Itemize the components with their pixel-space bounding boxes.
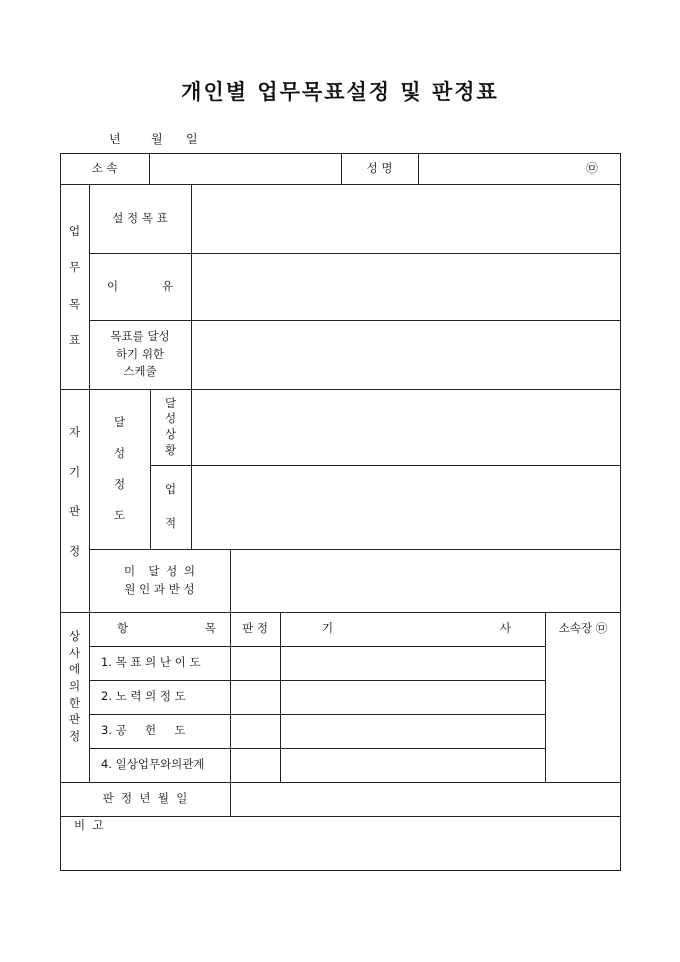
- judge-date-field[interactable]: [231, 783, 620, 816]
- section-char: 의: [68, 679, 81, 694]
- criterion-contribution: 3. 공 헌 도: [101, 723, 186, 738]
- performance-field[interactable]: [192, 466, 620, 549]
- section-char: 정: [68, 544, 81, 559]
- date-month-label: 월: [151, 132, 163, 146]
- goal-label: 설 정 목 표: [112, 210, 168, 225]
- achievement-status-label: [150, 389, 191, 465]
- name-label: 성 명: [366, 160, 393, 175]
- criterion-difficulty: 1. 목 표 의 난 이 도: [101, 655, 201, 670]
- reason-label: [89, 253, 191, 320]
- section-char: 한: [68, 695, 81, 710]
- work-goal-section-label: [60, 184, 89, 389]
- section-char: 판: [68, 504, 81, 519]
- schedule-line: 스케줄: [123, 364, 157, 379]
- schedule-line: 하기 위한: [115, 346, 165, 361]
- status-char: 성: [164, 411, 177, 426]
- schedule-label: [89, 320, 191, 389]
- self-eval-section-label: [60, 389, 89, 612]
- failure-line: 미 달 성 의: [123, 563, 196, 578]
- section-char: 에: [68, 662, 81, 677]
- department-head-header: 소속장 ㉤: [558, 621, 608, 636]
- judge-date-label: 판 정 년 월 일: [102, 791, 188, 806]
- judge-field-daily-work[interactable]: [231, 749, 280, 782]
- status-char: 황: [164, 442, 177, 457]
- section-char: 상: [68, 629, 81, 643]
- achievement-status-field[interactable]: [192, 390, 620, 465]
- criterion-daily-work: 4. 일상업무와의관계: [101, 757, 205, 772]
- failure-reason-field[interactable]: [231, 550, 620, 612]
- judge-field-contribution[interactable]: [231, 715, 280, 748]
- judge-column-header: 판 정: [242, 621, 268, 636]
- department-head-seal-field[interactable]: [546, 647, 620, 782]
- affiliation-field[interactable]: [150, 154, 340, 184]
- criterion-effort: 2. 노 력 의 정 도: [101, 689, 186, 704]
- section-char: 표: [68, 332, 81, 347]
- failure-line: 원 인 과 반 성: [124, 581, 195, 596]
- affiliation-label: 소 속: [91, 160, 118, 175]
- supervisor-eval-section-label: [60, 612, 89, 782]
- achievement-degree-label: [89, 389, 150, 549]
- status-char: 달: [164, 395, 177, 410]
- status-char: 상: [164, 427, 177, 441]
- performance-label: [150, 465, 191, 549]
- failure-reason-label: [89, 549, 230, 612]
- note-column-header: [280, 612, 545, 646]
- remarks-field[interactable]: [61, 837, 620, 870]
- seal-mark: ㉤: [586, 160, 598, 175]
- date-year-label: 년: [109, 132, 121, 146]
- judge-field-effort[interactable]: [231, 681, 280, 714]
- name-field[interactable]: [419, 154, 584, 184]
- note-field-difficulty[interactable]: [281, 647, 545, 680]
- section-char: 판: [68, 712, 81, 727]
- performance-char: 적: [164, 516, 177, 531]
- reason-label-a: 이: [107, 278, 119, 293]
- performance-char: 업: [164, 482, 177, 497]
- degree-char: 달: [113, 414, 126, 429]
- note-field-daily-work[interactable]: [281, 749, 545, 782]
- section-char: 업: [68, 224, 81, 239]
- schedule-field[interactable]: [192, 321, 620, 389]
- section-char: 사: [68, 645, 81, 660]
- reason-label-b: 유: [161, 278, 173, 293]
- section-char: 목: [68, 296, 81, 311]
- note-field-effort[interactable]: [281, 681, 545, 714]
- date-day-label: 일: [186, 132, 198, 146]
- schedule-line: 목표를 달성: [110, 328, 170, 343]
- note-header-a: 기: [322, 621, 334, 636]
- degree-char: 성: [113, 445, 126, 460]
- section-char: 무: [68, 260, 81, 275]
- judge-field-difficulty[interactable]: [231, 647, 280, 680]
- note-header-b: 사: [499, 621, 511, 636]
- item-header-b: 목: [204, 621, 216, 636]
- reason-field[interactable]: [192, 254, 620, 320]
- item-column-header: [89, 612, 230, 646]
- evaluation-form: [60, 153, 621, 871]
- section-char: 자: [68, 424, 81, 439]
- degree-char: 도: [113, 507, 126, 522]
- note-field-contribution[interactable]: [281, 715, 545, 748]
- remarks-label: 비 고: [74, 818, 104, 833]
- goal-field[interactable]: [192, 185, 620, 253]
- section-char: 정: [68, 729, 81, 744]
- degree-char: 정: [113, 476, 126, 491]
- section-char: 기: [68, 464, 81, 479]
- item-header-a: 항: [117, 621, 129, 636]
- page-title: 개인별 업무목표설정 및 판정표: [181, 79, 499, 104]
